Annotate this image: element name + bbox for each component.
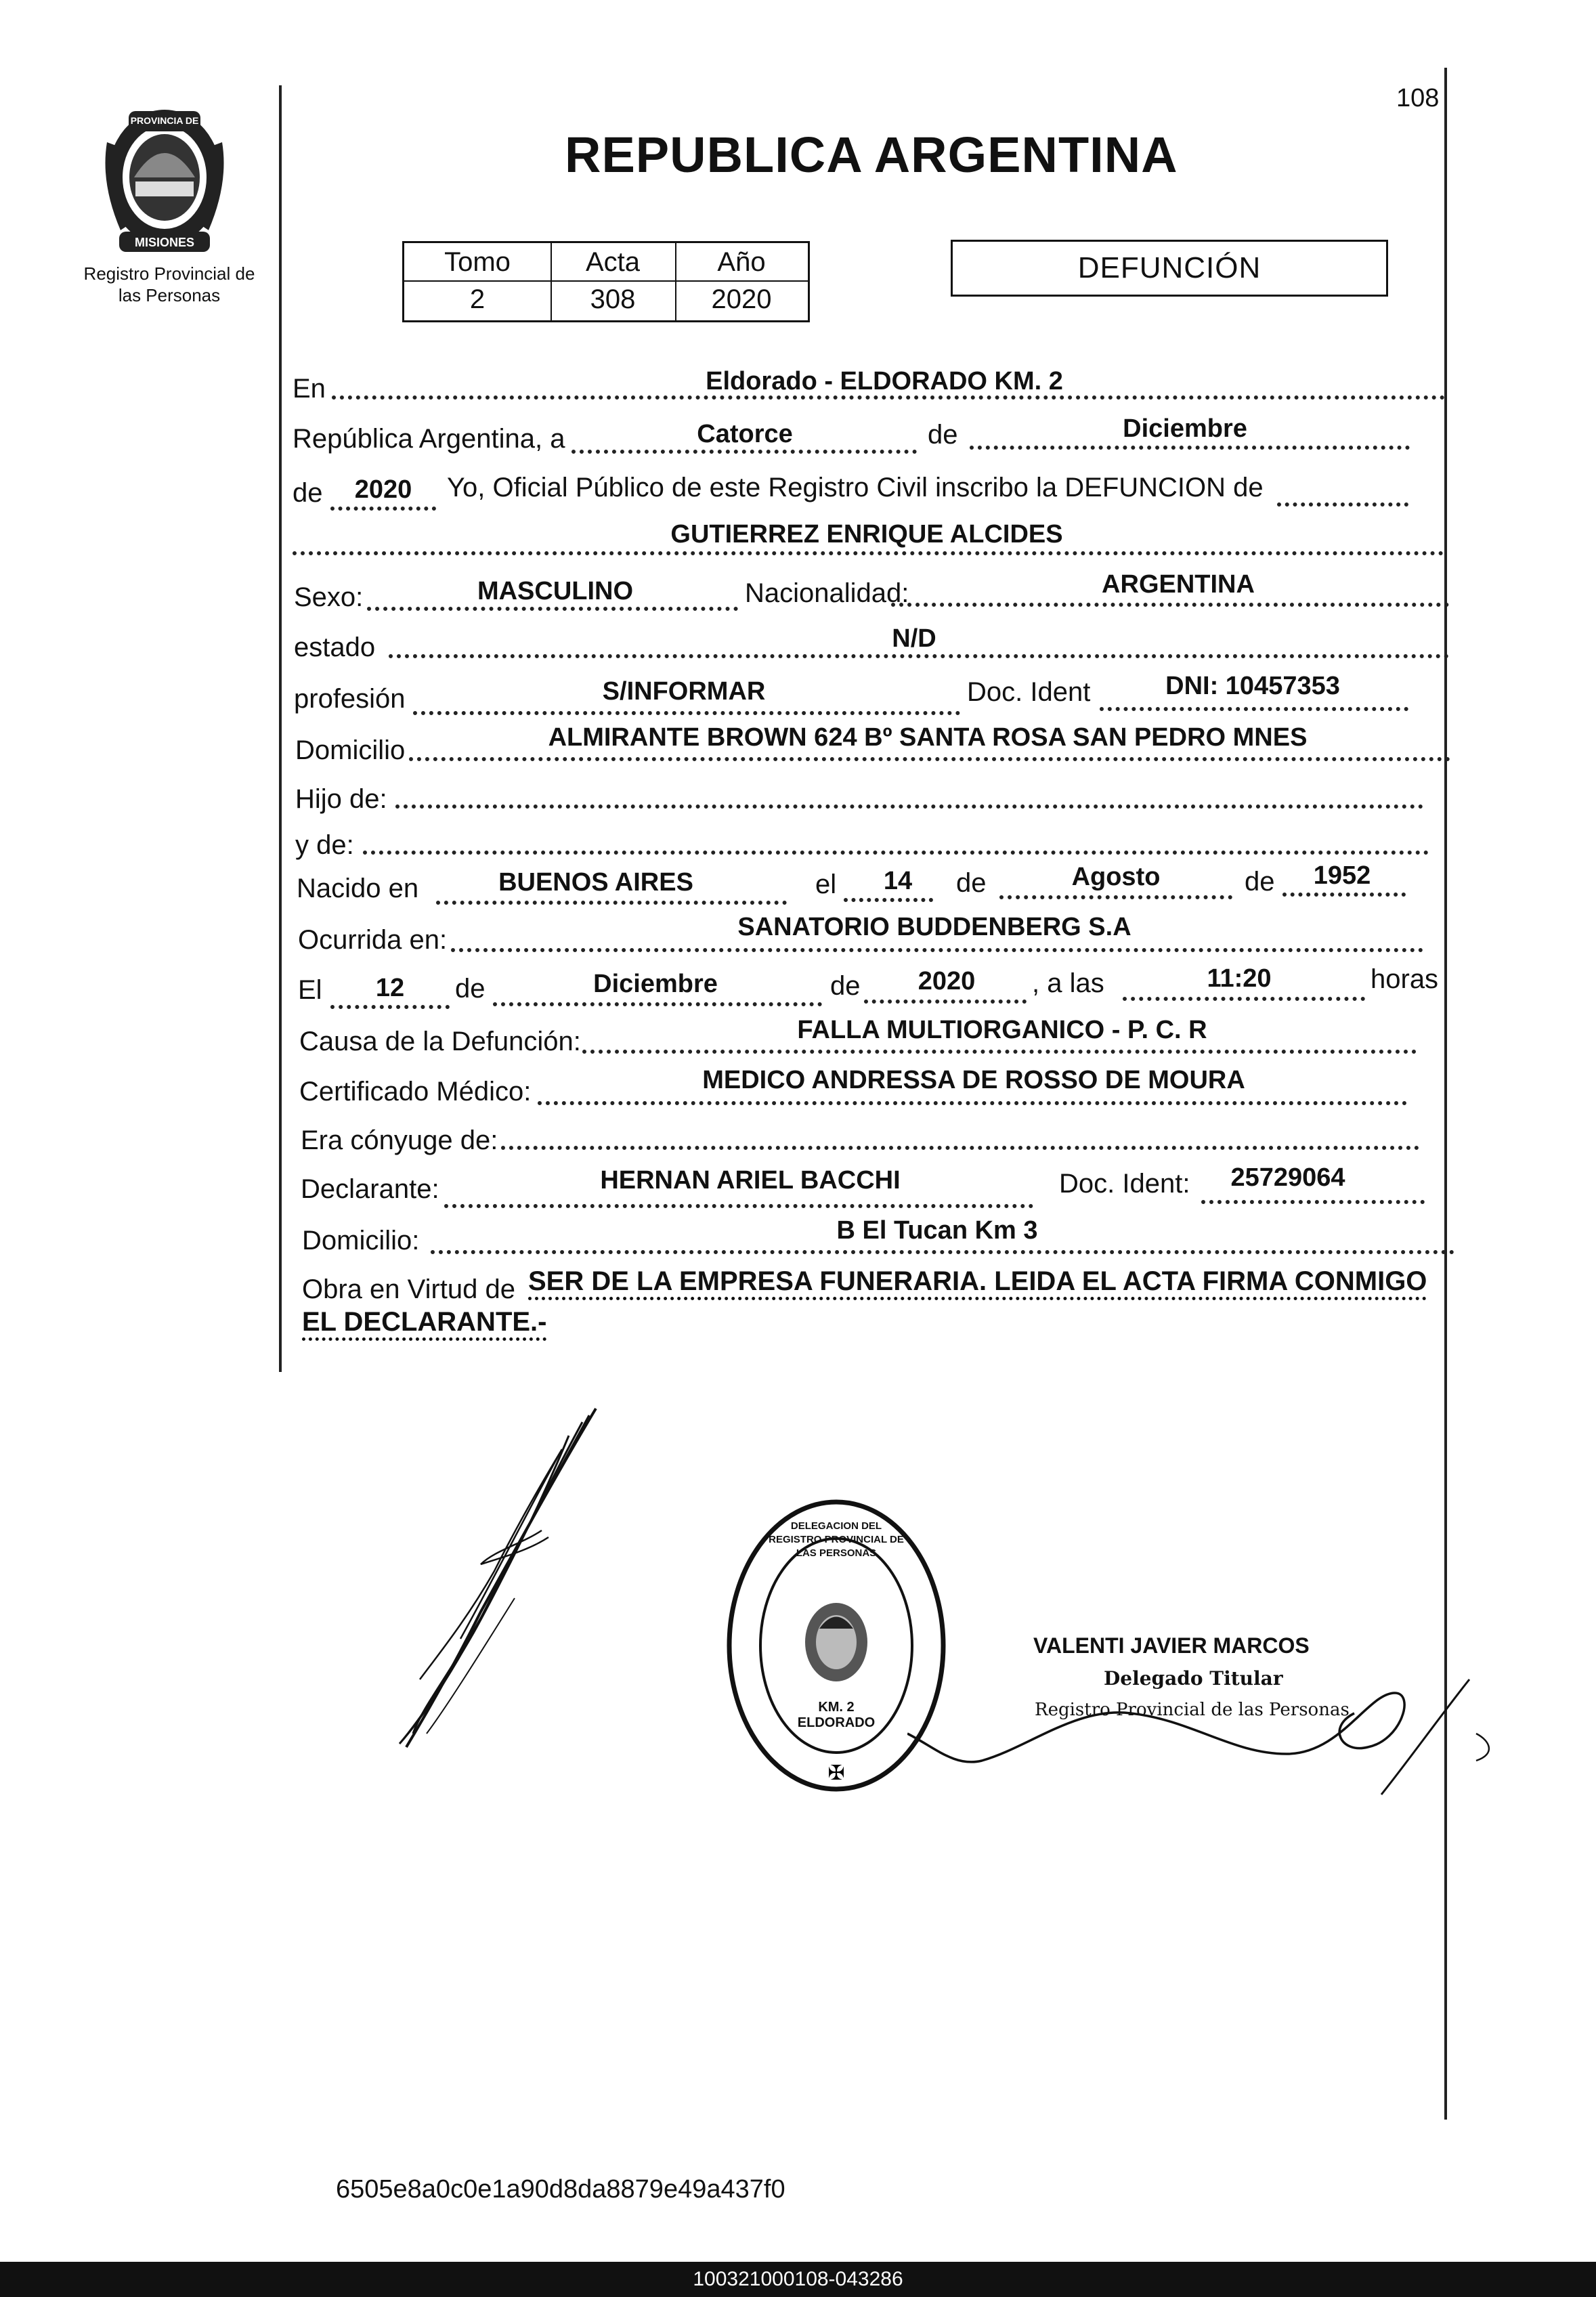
label-nacido-en: Nacido en: [297, 874, 419, 903]
label-conyuge: Era cónyuge de:: [301, 1125, 498, 1155]
label-horas: horas: [1371, 964, 1439, 994]
label-declarante: Declarante:: [301, 1174, 439, 1204]
table-value-tomo: 2: [469, 284, 486, 314]
field-domicilio: ALMIRANTE BROWN 624 Bº SANTA ROSA SAN PEDRO MNES: [548, 723, 1308, 752]
table-header-acta: Acta: [585, 247, 641, 277]
label-de-def-mes: de: [455, 974, 486, 1004]
label-profesion: profesión: [294, 684, 406, 714]
field-nombre: GUTIERREZ ENRIQUE ALCIDES: [670, 520, 1063, 549]
label-de-def-anio: de: [830, 971, 861, 1001]
table-header-tomo: Tomo: [444, 247, 511, 277]
field-dia: Catorce: [697, 420, 793, 448]
table-value-acta: 308: [590, 284, 636, 314]
province-logo: [93, 102, 236, 257]
document-type: DEFUNCIÓN: [1077, 251, 1261, 284]
page-number: 108: [1396, 84, 1440, 112]
official-name: VALENTI JAVIER MARCOS: [1033, 1633, 1310, 1658]
label-sexo: Sexo:: [294, 582, 364, 612]
field-declarante-doc: 25729064: [1230, 1163, 1345, 1192]
field-nac-anio: 1952: [1313, 861, 1371, 890]
signature-flourish-icon: [907, 1652, 1503, 1828]
left-margin-rule: [279, 85, 282, 1372]
label-doc-ident-declarante: Doc. Ident:: [1059, 1169, 1190, 1199]
registry-name-line2: las Personas: [118, 285, 221, 305]
label-ocurrida-en: Ocurrida en:: [298, 925, 448, 955]
field-estado: N/D: [892, 624, 936, 653]
stamp-ring-text: DELEGACION DEL REGISTRO PROVINCIAL DE LAS PERSONAS: [769, 1520, 904, 1559]
label-doc-ident: Doc. Ident: [967, 677, 1091, 707]
field-def-hora: 11:20: [1207, 964, 1272, 993]
logo-text-bottom: MISIONES: [134, 236, 194, 249]
label-hijo-de: Hijo de:: [295, 784, 387, 814]
label-de-nac-anio: de: [1245, 867, 1275, 897]
field-declarante: HERNAN ARIEL BACCHI: [600, 1166, 901, 1195]
field-obra-line1: SER DE LA EMPRESA FUNERARIA. LEIDA EL ACTA FIRMA CONMIGO: [528, 1266, 1427, 1296]
official-office: Registro Provincial de las Personas: [1035, 1700, 1350, 1720]
field-def-anio: 2020: [918, 967, 976, 995]
svg-text:✠: ✠: [827, 1761, 845, 1785]
record-table: [402, 241, 810, 322]
label-estado: estado: [294, 632, 376, 662]
field-nacionalidad: ARGENTINA: [1102, 570, 1255, 599]
table-header-anio: Año: [717, 247, 766, 277]
label-republica: República Argentina, a: [293, 424, 565, 454]
barcode-text: 100321000108-043286: [693, 2268, 903, 2290]
field-nac-dia: 14: [883, 867, 913, 895]
label-obra: Obra en Virtud de: [302, 1274, 516, 1304]
table-value-anio: 2020: [711, 284, 772, 314]
label-domicilio: Domicilio: [295, 735, 406, 765]
field-mes: Diciembre: [1123, 414, 1247, 443]
label-nacionalidad: Nacionalidad:: [745, 578, 909, 608]
field-def-mes: Diciembre: [593, 970, 718, 998]
label-de-anio: de: [293, 478, 323, 508]
label-causa: Causa de la Defunción:: [299, 1027, 581, 1056]
label-el-defuncion: El: [298, 975, 322, 1005]
label-en: En: [293, 374, 326, 404]
field-nac-mes: Agosto: [1071, 863, 1161, 891]
label-a-las: , a las: [1032, 968, 1104, 998]
registry-name: [68, 263, 271, 306]
field-causa: FALLA MULTIORGANICO - P. C. R: [797, 1016, 1207, 1044]
field-certificado: MEDICO ANDRESSA DE ROSSO DE MOURA: [702, 1066, 1245, 1094]
field-def-dia: 12: [375, 974, 405, 1002]
field-nacido-en: BUENOS AIRES: [498, 868, 693, 897]
label-certificado: Certificado Médico:: [299, 1077, 532, 1107]
page-title: REPUBLICA ARGENTINA: [565, 127, 1178, 183]
registry-name-line1: Registro Provincial de: [83, 263, 255, 284]
document-type-box: [951, 240, 1388, 297]
declarant-signature: [379, 1395, 609, 1761]
label-de-mes: de: [928, 420, 958, 450]
label-de-nac-mes: de: [956, 868, 987, 898]
field-doc-ident: DNI: 10457353: [1165, 672, 1340, 700]
label-y-de: y de:: [295, 830, 354, 860]
field-declarante-domicilio: B El Tucan Km 3: [836, 1216, 1038, 1245]
barcode-strip: [0, 2262, 1596, 2297]
label-domicilio-declarante: Domicilio:: [302, 1226, 420, 1255]
field-lugar: Eldorado - ELDORADO KM. 2: [706, 367, 1063, 395]
official-role: Delegado Titular: [1104, 1667, 1283, 1690]
field-anio: 2020: [354, 475, 412, 504]
document-hash: 6505e8a0c0e1a90d8da8879e49a437f0: [336, 2175, 785, 2204]
label-el-nacimiento: el: [815, 870, 837, 899]
logo-text-top: PROVINCIA DE: [130, 115, 199, 126]
field-ocurrida-en: SANATORIO BUDDENBERG S.A: [737, 913, 1131, 941]
field-sexo: MASCULINO: [477, 577, 634, 605]
field-profesion: S/INFORMAR: [602, 677, 766, 706]
label-inscribo: Yo, Oficial Público de este Registro Civil inscribo la DEFUNCION de: [447, 473, 1264, 502]
official-signature: [907, 1652, 1503, 1828]
field-obra-line2: EL DECLARANTE.-: [302, 1307, 547, 1337]
signature-scribble-icon: [379, 1395, 609, 1761]
stamp-inner-text: KM. 2 ELDORADO: [797, 1700, 876, 1730]
